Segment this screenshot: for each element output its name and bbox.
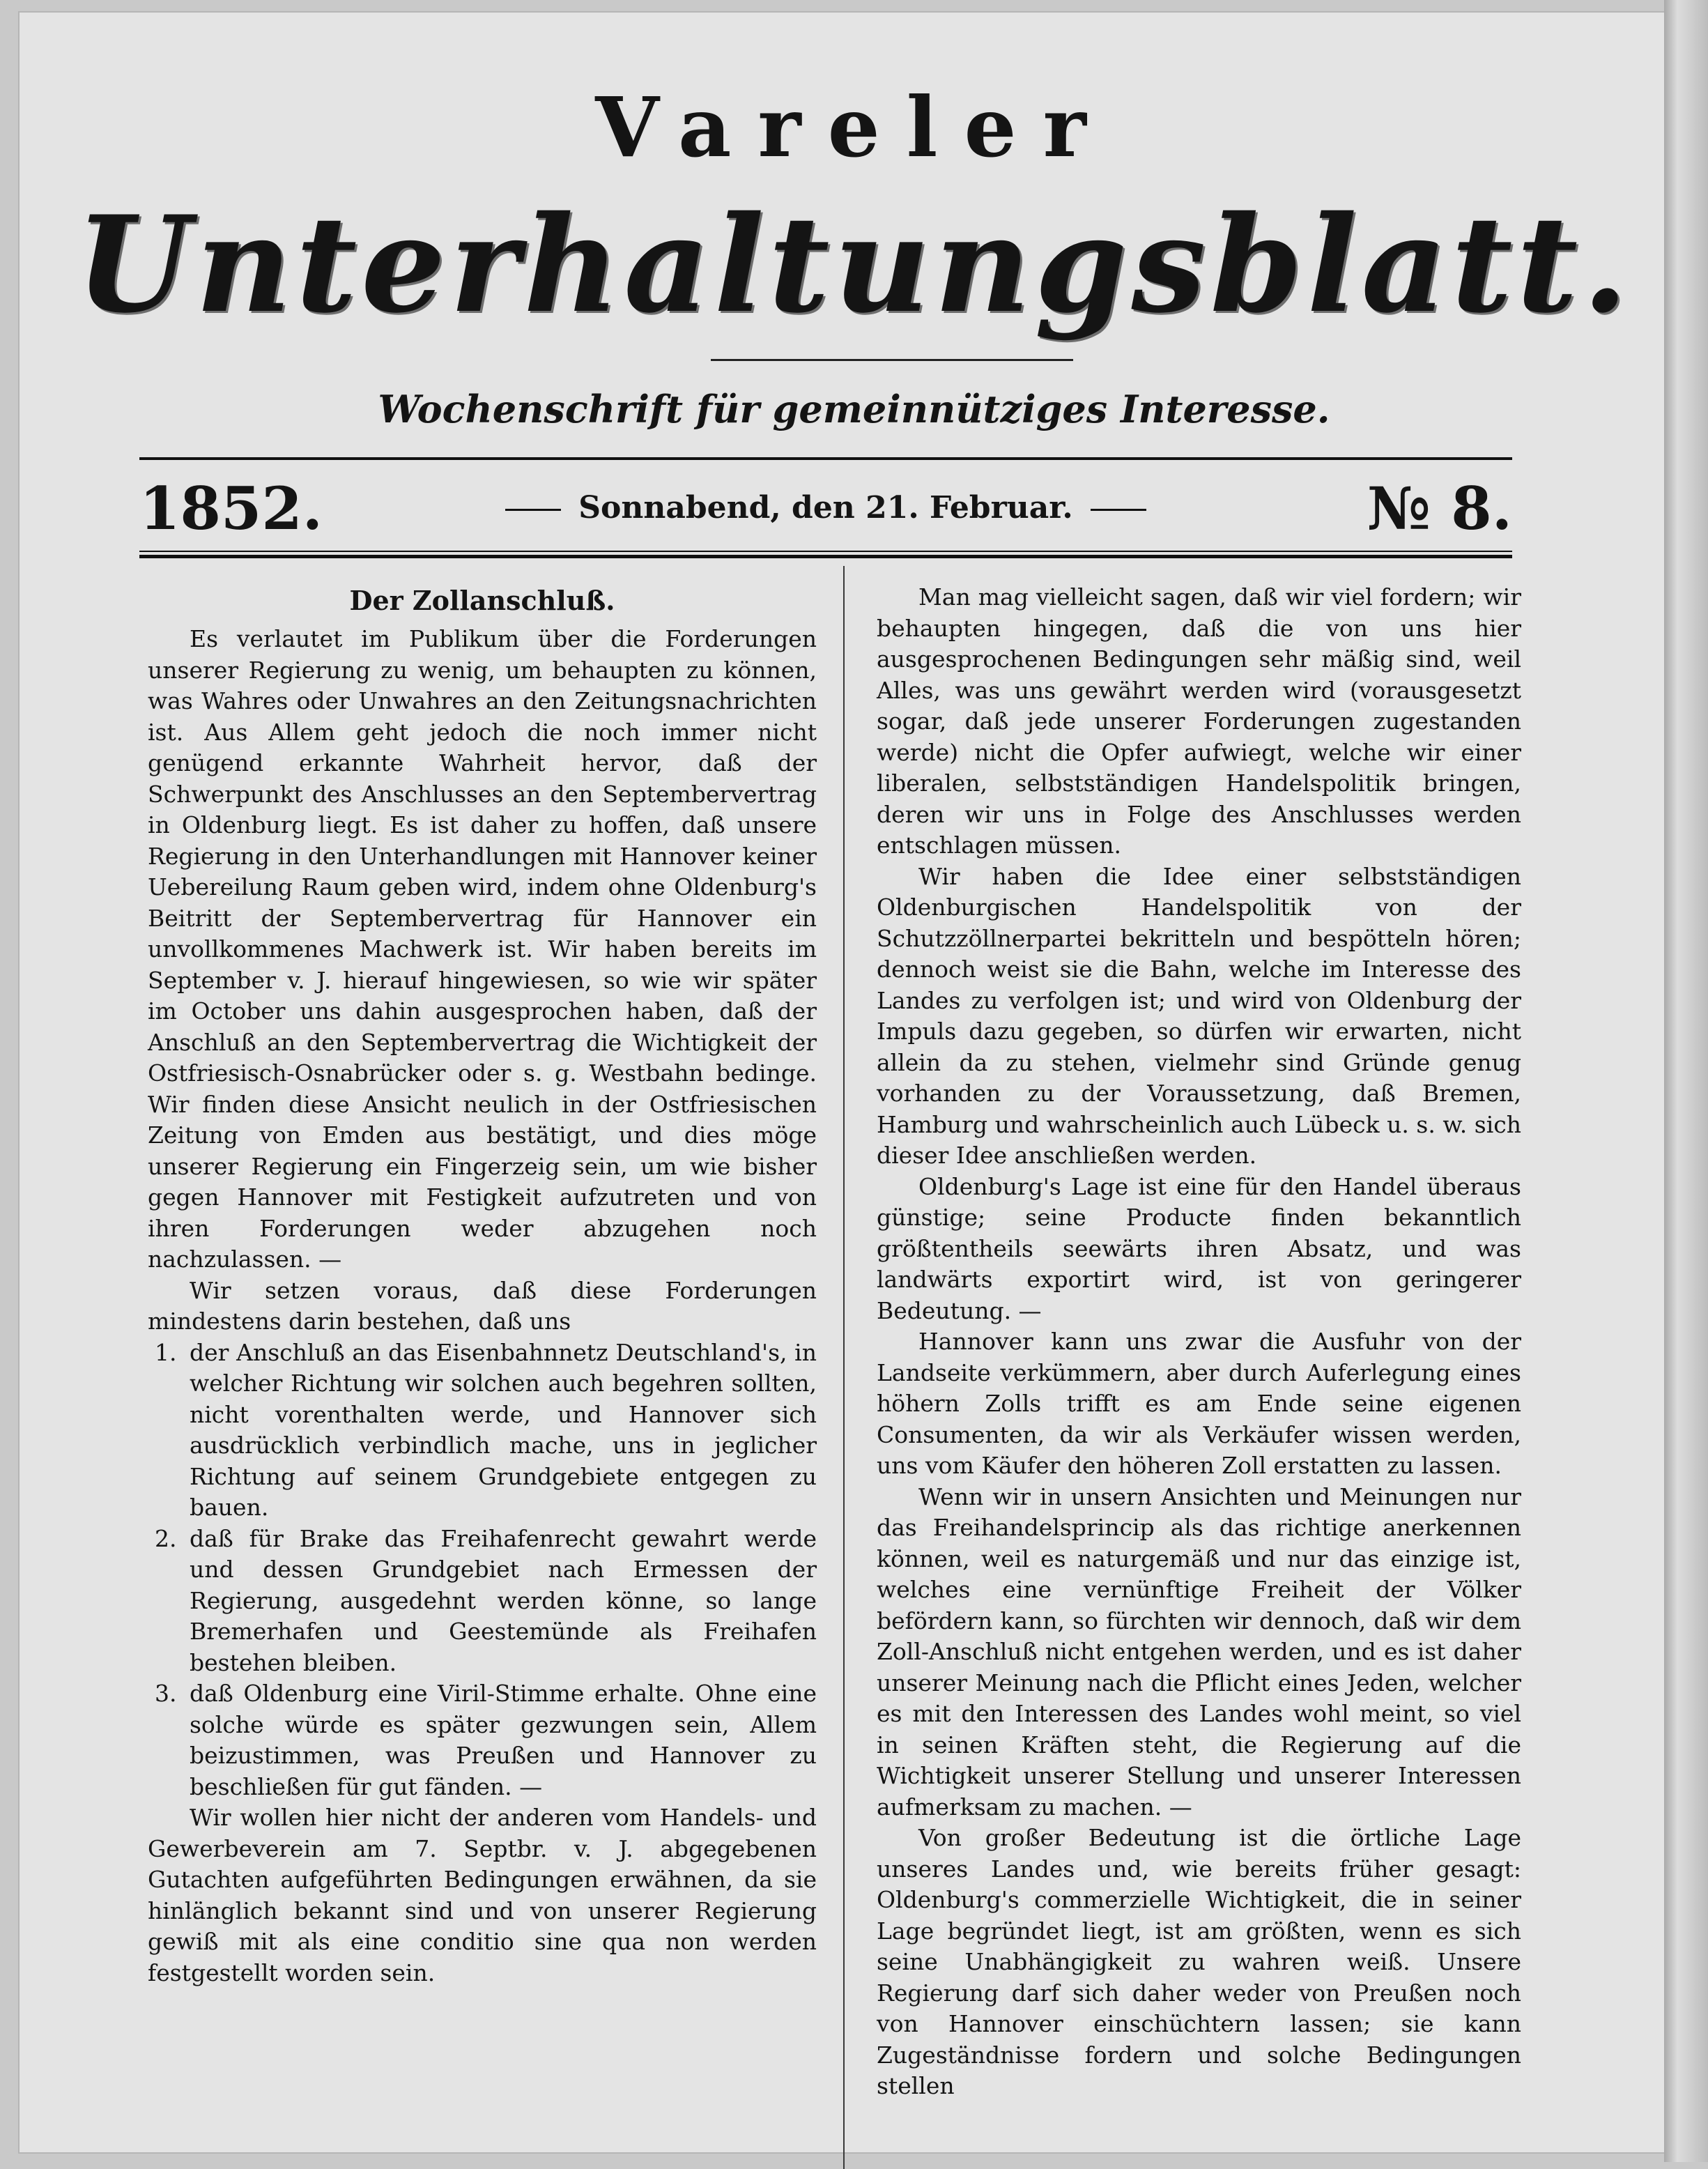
article-paragraph: Von großer Bedeutung ist die örtliche Lage unseres Landes und, wie bereits früher gesagt: Oldenburg's commerzielle Wichtigkeit, die in seiner Lage begründet liegt, ist am größten, wenn es sich seine Unabhängigkeit zu wahren weiß. Unsere Regierung darf sich daher weder von Preußen noch von Hannover einschüchtern lassen; sie kann Zugeständnisse fordern und solche Bedingungen stellen — [877, 1824, 1521, 2099]
article-paragraph: Hannover kann uns zwar die Ausfuhr von der Landseite verkümmern, aber durch Auferlegung eines höhern Zolls trifft es am Ende seine eigenen Consumenten, da wir als Verkäufer wissen werden, uns vom Käufer den höheren Zoll erstatten zu lassen. — [877, 1328, 1521, 1479]
article-paragraph: Wir haben die Idee einer selbstständigen Oldenburgischen Handelspolitik von der Schutzzöllnerpartei bekritteln und bespötteln hören; dennoch weist sie die Bahn, welche im Interesse des Landes zu verfolgen ist; und wird von Oldenburg der Impuls dazu gegeben, so dürfen wir erwarten, nicht allein da zu stehen, vielmehr sind Gründe genug vorhanden zu der Voraussetzung, daß Bremen, Hamburg und wahrscheinlich auch Lübeck u. s. w. sich dieser Idee anschließen werden. — [877, 862, 1521, 1169]
decorative-rule — [711, 359, 1073, 361]
masthead-top-word: Vareler — [595, 79, 1113, 176]
issue-date-wrap — [139, 484, 1512, 532]
list-text: daß für Brake das Freihafenrecht gewahrt werde und dessen Grundgebiet nach Ermessen der Regierung, ausgedehnt werden könne, so lange Bremerhafen und Geestemünde als Freihafen bestehen bleiben. — [190, 1524, 817, 1676]
article-title: Der Zollanschluß. — [349, 585, 615, 616]
header-rule-bottom-thick — [139, 555, 1512, 558]
column-divider — [843, 566, 845, 2169]
list-item — [148, 1678, 817, 1802]
issue-date: Sonnabend, den 21. Februar. — [578, 490, 1073, 526]
issue-number: № 8. — [1367, 474, 1512, 543]
masthead-subtitle: Wochenschrift für gemeinnütziges Interesse. — [378, 387, 1330, 431]
right-column — [877, 582, 1521, 2102]
article-paragraph: Es verlautet im Publikum über die Forderungen unserer Regierung zu wenig, um behaupten zu können, was Wahres oder Unwahres an den Zeitungsnachrichten ist. Aus Allem geht jedoch die noch immer nicht genügend erkannte Wahrheit hervor, daß der Schwerpunkt des Anschlusses an den Septembervertrag in Oldenburg liegt. Es ist daher zu hoffen, daß unsere Regierung in den Unterhandlungen mit Hannover keiner Uebereilung Raum geben wird, indem ohne Oldenburg's Beitritt der Septembervertrag für Hannover ein unvollkommenes Machwerk ist. Wir haben bereits im September v. J. hierauf hingewiesen, so wie wir später im October uns dahin ausgesprochen haben, daß der Anschluß an den Septembervertrag die Wichtigkeit der Ostfriesisch-Osnabrücker oder s. g. Westbahn bedinge. Wir finden diese Ansicht neulich in der Ostfriesischen Zeitung von Emden aus bestätigt, und dies möge unserer Regierung ein Fingerzeig sein, um wie bisher gegen Hannover mit Festigkeit aufzutreten und von ihren Forderungen weder abzugehen noch nachzulassen. — — [148, 625, 817, 1273]
list-text: daß Oldenburg eine Viril-Stimme erhalte. Ohne eine solche würde es später gezwungen sein, Allem beizustimmen, was Preußen und Hannover zu beschließen für gut fänden. — — [190, 1680, 817, 1800]
article-paragraph: Wenn wir in unsern Ansichten und Meinungen nur das Freihandelsprincip als das richtige anerkennen können, weil es naturgemäß und nur das einzige ist, welches eine vernünftige Freiheit der Völker befördern kann, so fürchten wir dennoch, daß wir dem Zoll-Anschluß nicht entgehen werden, und es ist daher unserer Meinung nach die Pflicht eines Jeden, welcher es mit den Interessen des Landes wohl meint, so viel in seinen Kräften steht, die Regierung auf die Wichtigkeit unserer Stellung und unserer Interessen aufmerksam zu machen. — — [877, 1482, 1521, 1821]
article-paragraph: Wir setzen voraus, daß diese Forderungen mindestens darin bestehen, daß uns — [148, 1276, 817, 1335]
masthead-title: Unterhaltungsblatt. — [75, 187, 1633, 342]
article-paragraph: Wir wollen hier nicht der anderen vom Handels- und Gewerbeverein am 7. Septbr. v. J. abgegebenen Gutachten aufgeführten Bedingungen erwähnen, da sie hinlänglich bekannt sind und von unserer Regierung gewiß mit als eine conditio sine qua non werden festgestellt worden sein. — [148, 1804, 817, 1986]
article-paragraph: Oldenburg's Lage ist eine für den Handel überaus günstige; seine Producte finden bekanntlich größtentheils seewärts ihren Absatz, und was landwärts exportirt wird, ist von geringerer Bedeutung. — — [877, 1172, 1521, 1324]
article-paragraph: Man mag vielleicht sagen, daß wir viel fordern; wir behaupten hingegen, daß die von uns hier ausgesprochenen Bedingungen sehr mäßig sind, weil Alles, was uns gewährt werden wird (vorausgesetzt sogar, daß jede unserer Forderungen zugestanden werde) nicht die Opfer aufwiegt, welche wir einer liberalen, selbstständigen Handelspolitik bringen, deren wir uns in Folge des Anschlusses werden entschlagen müssen. — [877, 583, 1521, 859]
dash-ornament-left — [505, 509, 561, 511]
header-rule-top — [139, 457, 1512, 460]
left-column — [148, 582, 817, 1988]
list-item — [148, 1338, 817, 1524]
header-rule-bottom-thin — [139, 551, 1512, 552]
list-item — [148, 1524, 817, 1679]
dateline — [139, 474, 1512, 544]
list-text: der Anschluß an das Eisenbahnnetz Deutschland's, in welcher Richtung wir solchen auch begehren sollten, nicht vorenthalten werde, und Hannover sich ausdrücklich verbindlich mache, uns in jeglicher Richtung auf seinem Grundgebiete entgegen zu bauen. — [190, 1338, 817, 1521]
list-number: 2. — [155, 1524, 177, 1552]
list-number: 1. — [155, 1338, 177, 1366]
dash-ornament-right — [1091, 509, 1146, 511]
list-number: 3. — [155, 1680, 177, 1707]
issue-year: 1852. — [139, 474, 323, 543]
